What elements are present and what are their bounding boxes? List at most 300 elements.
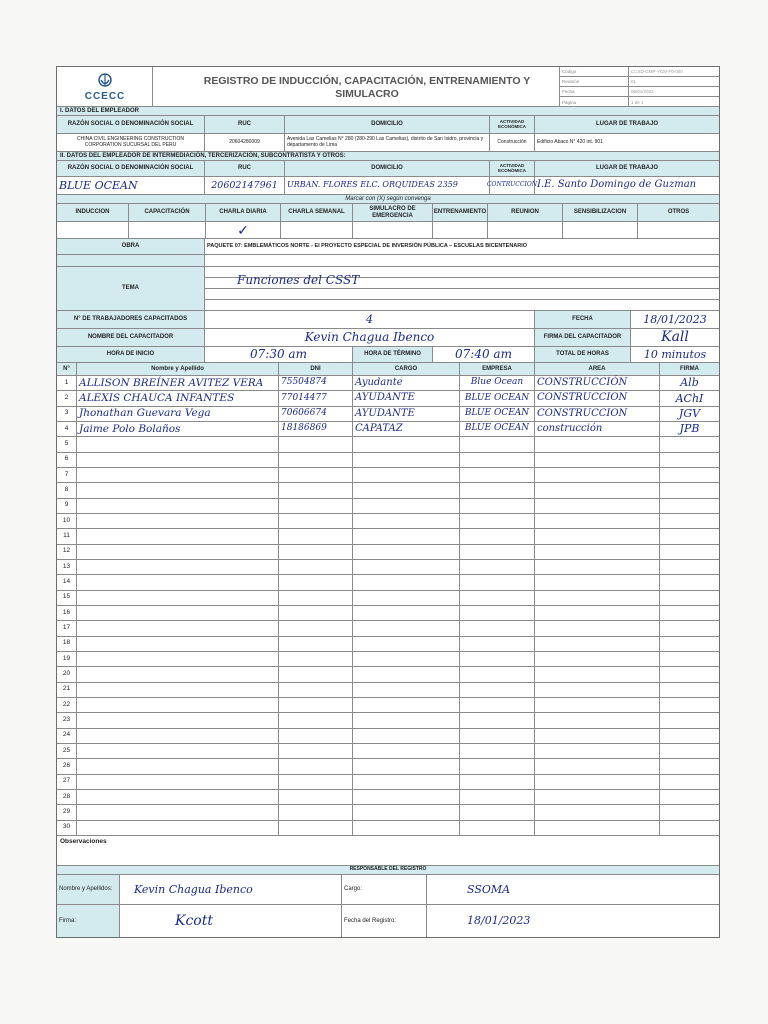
row-nombre (77, 621, 279, 635)
header-ruc: RUC (205, 161, 285, 176)
row-num: 24 (57, 729, 77, 743)
table-row (57, 468, 719, 483)
col-num: N° (57, 363, 77, 375)
row-empresa (460, 790, 535, 804)
row-firma (660, 759, 719, 773)
row-empresa (460, 545, 535, 559)
row-nombre: Jaime Polo Bolaños (77, 422, 279, 436)
value-ruc: 20604280009 (205, 134, 285, 151)
row-firma (660, 606, 719, 620)
section-2-headers (57, 161, 719, 177)
row-area (535, 514, 660, 528)
row-area (535, 545, 660, 559)
row-num: 19 (57, 652, 77, 666)
section-title: I. DATOS DEL EMPLEADOR (60, 107, 140, 114)
row-firma (660, 483, 719, 497)
col-firma: FIRMA (680, 365, 699, 372)
row-firma: AChI (675, 391, 704, 405)
row-area (535, 775, 660, 789)
row-num: 25 (57, 744, 77, 758)
info-row-2 (57, 329, 719, 347)
table-row (57, 545, 719, 560)
header-domicilio: DOMICILIO (285, 161, 490, 176)
row-firma (660, 683, 719, 697)
tema-label: TEMA (57, 267, 205, 310)
table-row (57, 759, 719, 774)
row-num: 16 (57, 606, 77, 620)
row-num: 27 (57, 775, 77, 789)
row-empresa: BLUE OCEAN (460, 407, 535, 421)
row-area (535, 437, 660, 451)
row-cargo: AYUDANTE (353, 407, 460, 421)
option-induccion: INDUCCION (57, 204, 129, 221)
row-empresa (460, 683, 535, 697)
row-dni: 75504874 (279, 376, 353, 390)
row-num: 2 (57, 391, 77, 405)
table-row (57, 637, 719, 652)
table-row (57, 683, 719, 698)
activity-marks (57, 222, 719, 239)
row-firma (660, 744, 719, 758)
row-firma (660, 591, 719, 605)
row-empresa (460, 499, 535, 513)
row-nombre (77, 729, 279, 743)
row-num: 9 (57, 499, 77, 513)
mark-entrenamiento[interactable] (433, 222, 488, 238)
row-nombre (77, 667, 279, 681)
hora-termino-label: HORA DE TÉRMINO (353, 347, 433, 362)
header-razon: RAZÓN SOCIAL O DENOMINACIÓN SOCIAL (57, 161, 205, 176)
row-nombre (77, 453, 279, 467)
row-empresa (460, 606, 535, 620)
col-area: AREA (535, 363, 660, 375)
row-num: 18 (57, 637, 77, 651)
row-nombre (77, 821, 279, 835)
row-area (535, 529, 660, 543)
option-reunion: REUNION (488, 204, 563, 221)
row-empresa (460, 805, 535, 819)
table-row (57, 437, 719, 452)
row-nombre (77, 713, 279, 727)
row-area (535, 560, 660, 574)
row-dni (279, 744, 353, 758)
table-row (57, 744, 719, 759)
row-empresa (460, 637, 535, 651)
row-firma (660, 667, 719, 681)
row-area: CONSTRUCCION (535, 407, 660, 421)
row-cargo (353, 529, 460, 543)
table-row (57, 514, 719, 529)
value-domicilio: Avenida Las Camelias N° 280 (280-290 Las Camelias), distrito de San Isidro, provincia y departamento de Lima (285, 134, 490, 151)
row-firma: JPB (679, 422, 700, 436)
row-nombre (77, 775, 279, 789)
row-dni (279, 606, 353, 620)
row-firma (660, 437, 719, 451)
hora-termino-value: 07:40 am (433, 347, 535, 362)
meta-value: 06/01/2023 (631, 89, 654, 94)
row-cargo (353, 514, 460, 528)
row-cargo (353, 698, 460, 712)
table-row (57, 805, 719, 820)
meta-value: 1 de 1 (631, 99, 644, 105)
row-nombre (77, 591, 279, 605)
meta-key: Página (559, 97, 629, 107)
firma-capacitador-label: FIRMA DEL CAPACITADOR (535, 329, 631, 346)
hora-inicio-value: 07:30 am (205, 347, 353, 362)
section-1-title (57, 107, 719, 116)
row-firma (660, 468, 719, 482)
table-row (57, 499, 719, 514)
row-empresa (460, 759, 535, 773)
row-cargo (353, 759, 460, 773)
row-cargo (353, 591, 460, 605)
row-area (535, 575, 660, 589)
row-firma (660, 821, 719, 835)
row-num: 26 (57, 759, 77, 773)
responsable-row-1 (57, 875, 719, 905)
row-nombre (77, 759, 279, 773)
value-lugar: Edificio Abaco N° 420 int. 901 (537, 138, 603, 145)
obra-value: PAQUETE 07: EMBLEMÁTICOS NORTE - EI PROYECTO ESPECIAL DE INVERSIÓN PÚBLICA – ESCUELAS BICENTENARIO (207, 242, 528, 249)
row-firma (660, 514, 719, 528)
row-cargo (353, 637, 460, 651)
row-dni (279, 575, 353, 589)
row-nombre: ALLISON BREÍNER AVITEZ VERA (77, 376, 279, 390)
company-logo (65, 70, 145, 104)
mark-charla-semanal[interactable] (281, 222, 353, 238)
row-area (535, 821, 660, 835)
row-empresa (460, 453, 535, 467)
row-cargo: CAPATAZ (353, 422, 460, 436)
row-area (535, 483, 660, 497)
num-trabajadores-value: 4 (205, 311, 535, 328)
mark-otros[interactable] (638, 222, 719, 238)
meta-key: Código (559, 67, 629, 76)
row-area (535, 790, 660, 804)
row-firma: Alb (680, 376, 699, 390)
table-row (57, 453, 719, 468)
option-otros: OTROS (667, 209, 690, 216)
capacitador-value: Kevin Chagua Ibenco (205, 329, 535, 346)
observaciones-label: Observaciones (60, 838, 107, 845)
fecha-label: FECHA (535, 311, 631, 328)
row-nombre (77, 575, 279, 589)
row-area (535, 591, 660, 605)
row-dni (279, 790, 353, 804)
row-empresa (460, 744, 535, 758)
row-num: 23 (57, 713, 77, 727)
capacitador-label: NOMBRE DEL CAPACITADOR (57, 329, 205, 346)
row-empresa (460, 437, 535, 451)
row-num: 11 (57, 529, 77, 543)
row-dni (279, 514, 353, 528)
info-row-1 (57, 311, 719, 329)
fecha-value: 18/01/2023 (643, 312, 707, 326)
row-area: CONSTRUCCION (535, 391, 660, 405)
marcar-caption (57, 195, 719, 204)
row-num: 13 (57, 560, 77, 574)
section-2-values (57, 177, 719, 195)
row-area (535, 683, 660, 697)
meta-key: Fecha (559, 87, 629, 96)
row-dni (279, 453, 353, 467)
row-dni (279, 805, 353, 819)
table-row (57, 606, 719, 621)
row-firma (660, 698, 719, 712)
row-area (535, 499, 660, 513)
responsable-nombre-label: Nombre y Apellidos: (57, 875, 120, 904)
row-cargo (353, 606, 460, 620)
mark-capacitacion[interactable] (129, 222, 206, 238)
row-dni: 77014477 (279, 391, 353, 405)
value-ruc: 20602147961 (205, 177, 285, 194)
row-cargo (353, 545, 460, 559)
row-num: 15 (57, 591, 77, 605)
table-row (57, 422, 719, 437)
row-nombre (77, 652, 279, 666)
row-empresa (460, 560, 535, 574)
row-num: 22 (57, 698, 77, 712)
total-horas-value: 10 minutos (643, 347, 707, 361)
row-nombre (77, 529, 279, 543)
row-empresa (460, 514, 535, 528)
row-cargo (353, 821, 460, 835)
meta-key: Revisión (559, 77, 629, 86)
row-dni (279, 468, 353, 482)
col-dni: DNI (279, 363, 353, 375)
row-num: 3 (57, 407, 77, 421)
row-cargo (353, 667, 460, 681)
row-empresa (460, 667, 535, 681)
table-row (57, 698, 719, 713)
row-firma (660, 499, 719, 513)
section-1-values (57, 134, 719, 152)
row-firma (660, 529, 719, 543)
meta-value: 01 (631, 79, 637, 84)
row-dni (279, 713, 353, 727)
row-cargo (353, 499, 460, 513)
row-nombre (77, 560, 279, 574)
row-cargo (353, 790, 460, 804)
row-dni (279, 437, 353, 451)
form-header (57, 67, 719, 107)
row-num: 1 (57, 376, 77, 390)
table-row (57, 713, 719, 728)
row-dni (279, 775, 353, 789)
row-firma (660, 805, 719, 819)
section-1-headers (57, 116, 719, 134)
option-capacitacion: CAPACITACIÓN (129, 204, 206, 221)
row-dni (279, 560, 353, 574)
row-dni (279, 529, 353, 543)
row-area: CONSTRUCCIÓN (535, 376, 660, 390)
tema-value: Funciones del CSST (237, 273, 360, 287)
row-area (535, 453, 660, 467)
mark-reunion[interactable] (488, 222, 563, 238)
value-domicilio: URBAN. FLORES ELC. ORQUIDEAS 2359 (285, 177, 490, 194)
hora-inicio-label: HORA DE INICIO (57, 347, 205, 362)
row-empresa (460, 483, 535, 497)
table-row (57, 591, 719, 606)
row-nombre: ALEXIS CHAUCA INFANTES (77, 391, 279, 405)
observaciones-row (57, 836, 719, 866)
row-cargo (353, 437, 460, 451)
responsable-firma-label: Firma: (57, 905, 120, 937)
row-num: 12 (57, 545, 77, 559)
mark-simulacro[interactable] (353, 222, 433, 238)
row-num: 7 (57, 468, 77, 482)
row-firma (660, 453, 719, 467)
row-empresa (460, 698, 535, 712)
row-dni (279, 652, 353, 666)
responsable-firma-value: Kcott (120, 905, 342, 937)
obra-row-blank (57, 255, 719, 267)
responsable-cargo-value: SSOMA (467, 882, 511, 896)
row-dni (279, 821, 353, 835)
row-nombre (77, 637, 279, 651)
row-empresa (460, 713, 535, 727)
row-firma (660, 729, 719, 743)
row-num: 14 (57, 575, 77, 589)
row-dni (279, 499, 353, 513)
row-area (535, 468, 660, 482)
total-horas-label: TOTAL DE HORAS (535, 347, 631, 362)
row-empresa (460, 821, 535, 835)
option-simulacro: SIMULACRO DE EMERGENCIA (353, 204, 433, 221)
table-row (57, 575, 719, 590)
table-row (57, 652, 719, 667)
table-row (57, 376, 719, 391)
row-cargo (353, 621, 460, 635)
row-firma (660, 652, 719, 666)
row-num: 10 (57, 514, 77, 528)
col-cargo: CARGO (353, 363, 460, 375)
row-firma (660, 560, 719, 574)
mark-charla-diaria[interactable]: ✓ (206, 222, 281, 238)
table-row (57, 483, 719, 498)
row-area (535, 637, 660, 651)
row-dni (279, 545, 353, 559)
marcar-text: Marcar con (X) según convenga (345, 195, 431, 202)
logo-text: CCECC (84, 90, 126, 102)
row-dni (279, 683, 353, 697)
logo-icon (95, 73, 115, 91)
meta-value: CCSD-GMP-YCM-F0-000 (631, 69, 683, 74)
row-dni (279, 591, 353, 605)
row-firma (660, 545, 719, 559)
tema-row (57, 267, 719, 311)
header-domicilio: DOMICILIO (285, 116, 490, 133)
row-firma (660, 790, 719, 804)
row-dni (279, 637, 353, 651)
row-cargo: Ayudante (353, 376, 460, 390)
mark-induccion[interactable] (57, 222, 129, 238)
row-firma (660, 713, 719, 727)
row-cargo (353, 775, 460, 789)
row-firma: JGV (678, 407, 701, 421)
firma-capacitador-value: Kall (661, 329, 689, 346)
value-razon: BLUE OCEAN (57, 177, 205, 194)
mark-sensibilizacion[interactable] (563, 222, 638, 238)
row-nombre (77, 545, 279, 559)
header-ruc: RUC (205, 116, 285, 133)
row-cargo (353, 468, 460, 482)
row-area (535, 652, 660, 666)
section-title: II. DATOS DEL EMPLEADOR DE INTERMEDIACIÓN, TERCERIZACIÓN, SUBCONTRATISTA Y OTROS: (60, 152, 346, 159)
row-area (535, 744, 660, 758)
row-nombre (77, 468, 279, 482)
table-row (57, 790, 719, 805)
row-dni (279, 621, 353, 635)
row-num: 28 (57, 790, 77, 804)
table-row (57, 407, 719, 422)
row-empresa (460, 729, 535, 743)
row-nombre: Jhonathan Guevara Vega (77, 407, 279, 421)
row-area (535, 729, 660, 743)
row-dni (279, 483, 353, 497)
row-cargo (353, 744, 460, 758)
form-title: REGISTRO DE INDUCCIÓN, CAPACITACIÓN, ENTRENAMIENTO Y SIMULACRO (203, 75, 531, 101)
responsable-fecha-label: Fecha del Registro: (342, 905, 427, 937)
attendees-header (57, 363, 719, 376)
table-row (57, 821, 719, 836)
num-trabajadores-label: N° DE TRABAJADORES CAPACITADOS (57, 311, 205, 328)
row-nombre (77, 805, 279, 819)
obra-row (57, 239, 719, 255)
row-empresa (460, 652, 535, 666)
header-lugar: LUGAR DE TRABAJO (595, 165, 658, 172)
value-lugar: I.E. Santo Domingo de Guzman (537, 179, 697, 191)
row-area (535, 713, 660, 727)
table-row (57, 391, 719, 406)
row-empresa (460, 468, 535, 482)
row-nombre (77, 744, 279, 758)
row-cargo (353, 453, 460, 467)
document-meta (559, 67, 719, 107)
row-cargo (353, 483, 460, 497)
table-row (57, 529, 719, 544)
row-empresa (460, 591, 535, 605)
row-nombre (77, 499, 279, 513)
option-charla-semanal: CHARLA SEMANAL (281, 204, 353, 221)
row-area (535, 698, 660, 712)
activity-types (57, 204, 719, 222)
row-dni: 70606674 (279, 407, 353, 421)
row-num: 4 (57, 422, 77, 436)
row-cargo (353, 560, 460, 574)
row-firma (660, 637, 719, 651)
row-num: 29 (57, 805, 77, 819)
option-sensibilizacion: SENSIBILIZACION (563, 204, 638, 221)
responsable-title-text: RESPONSABLE DEL REGISTRO (349, 866, 427, 873)
value-actividad: CONTRUCCION (490, 177, 535, 194)
row-nombre (77, 483, 279, 497)
row-dni (279, 667, 353, 681)
row-nombre (77, 790, 279, 804)
row-firma (660, 575, 719, 589)
row-empresa: BLUE OCEAN (460, 391, 535, 405)
row-empresa (460, 575, 535, 589)
row-area (535, 805, 660, 819)
row-cargo (353, 575, 460, 589)
row-area (535, 759, 660, 773)
row-nombre (77, 606, 279, 620)
row-empresa (460, 529, 535, 543)
row-nombre (77, 698, 279, 712)
value-razon: CHINA CIVIL ENGINEERING CONSTRUCTION CORPORATION SUCURSAL DEL PERU (57, 134, 205, 151)
form-sheet (56, 66, 720, 938)
header-lugar: LUGAR DE TRABAJO (595, 121, 658, 128)
